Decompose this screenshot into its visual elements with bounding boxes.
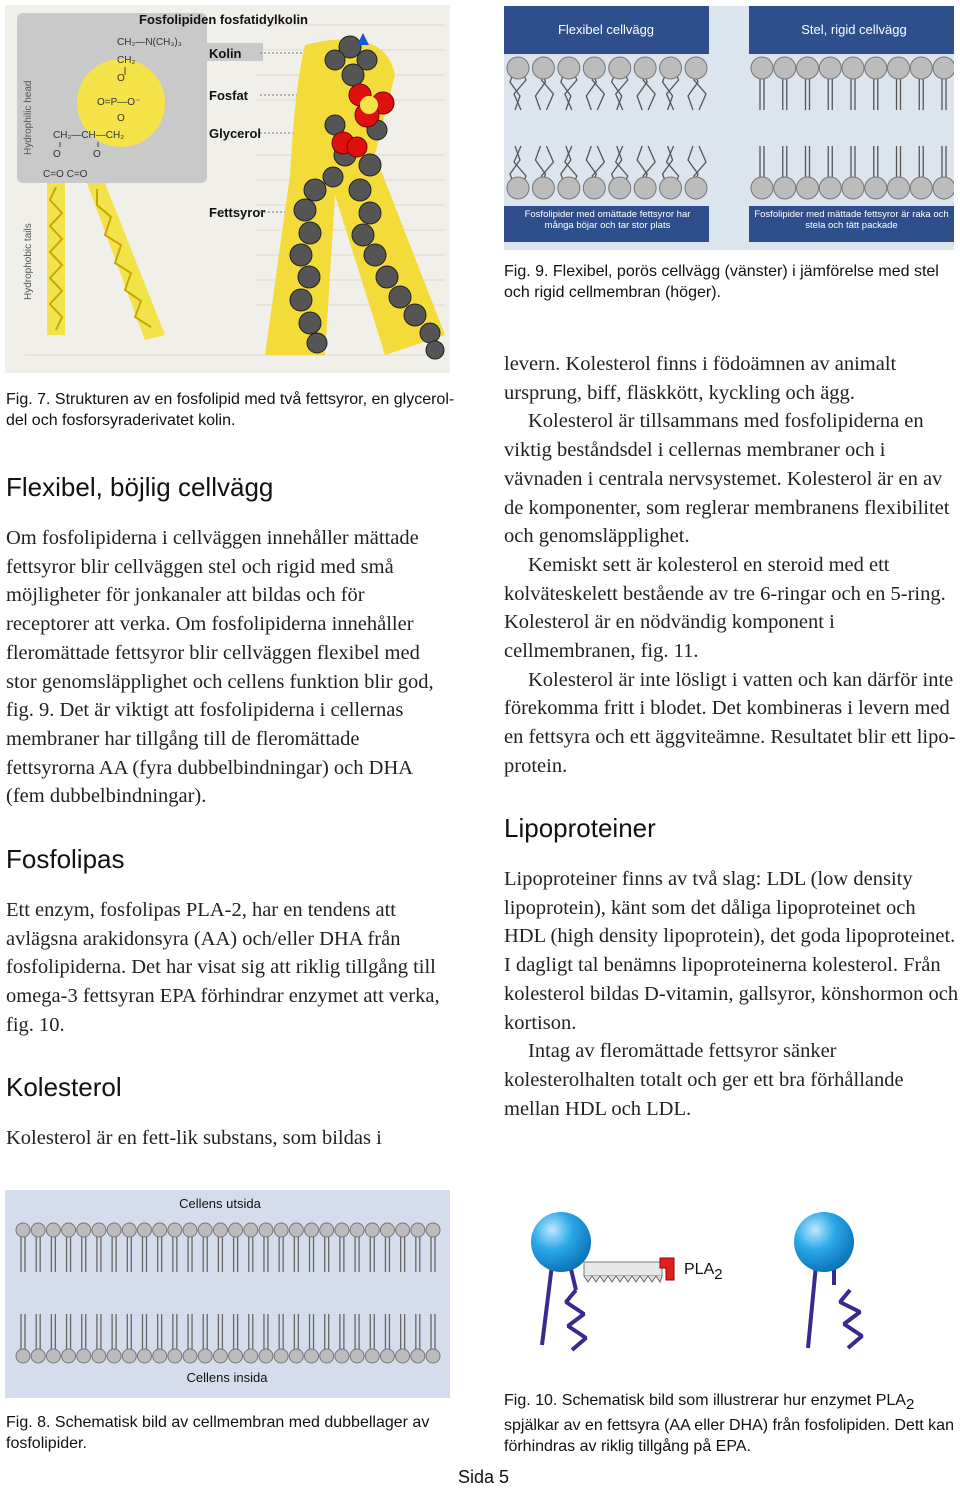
svg-text:O=P—O⁻: O=P—O⁻ (97, 97, 141, 108)
fig9-right-note: Fosfolipider med mättade fettsyror är raka och stela och tätt packade (754, 209, 949, 231)
label-glycerol: Glycerol (209, 126, 262, 141)
fig7-title: Fosfolipiden fosfatidylkolin (139, 12, 308, 27)
label-hydrophilic-head: Hydrophilic head (23, 80, 34, 155)
fig10-illustration (504, 1190, 954, 1375)
fig7-caption: Fig. 7. Strukturen av en fosfolipid med två fettsyror, en glycerol-del och fosforsyraderivatet kolin. (6, 391, 455, 429)
svg-text:O: O (117, 113, 125, 124)
fig8-illustration (5, 1190, 450, 1398)
heading-fosfolipas: Fosfolipas (6, 844, 125, 874)
right-column-text (504, 350, 960, 781)
right-paragraph-5: Lipoproteiner finns av två slag: LDL (low density lipoprotein), känt som det dåliga lipoproteinet och HDL (high density lipoprotein), det goda lipoproteinet. I dagligt tal benämns lipoproteinerna kolesterol. Från kolesterol bildas D-vitamin, gallsyror, könshormon och kortison. (504, 868, 959, 1034)
svg-text:O: O (93, 149, 101, 160)
fig9-caption: Fig. 9. Flexibel, porös cellvägg (vänster) i jämförelse med stel och rigid cellmembran (höger). (504, 263, 939, 301)
figure-8 (5, 1190, 450, 1398)
fig9-illustration (504, 6, 954, 250)
paragraph-fosfolipas (6, 896, 451, 1040)
paragraph-flexibel (6, 524, 451, 811)
figure-10 (504, 1190, 954, 1375)
page-number: Sida 5 (458, 1467, 510, 1487)
right-paragraph-1: levern. Kolesterol finns i födoämnen av animalt ursprung, biff, fläskkött, kyckling och ägg. (504, 353, 897, 404)
heading-flexibel-cellvagg: Flexibel, böjlig cellvägg (6, 472, 274, 502)
paragraph-fosfolipas-text: Ett enzym, fosfolipas PLA-2, har en tendens att avlägsna arakidonsyra (AA) och/eller DHA från fosfolipiderna. Det har visat sig att riklig tillgång till omega-3 fettsyran EPA förhindrar enzymet att verka, fig. 10. (6, 899, 440, 1036)
saw-icon (584, 1258, 674, 1282)
right-paragraph-2: Kolesterol är tillsammans med fosfolipiderna en viktig beståndsdel i cellernas membraner och i vävnaden i centrala nervsystemet. Kolesterol är en av de komponenter, som reglerar membranens flexibilitet och genomsläpplighet. (504, 410, 950, 548)
fig7-illustration (5, 5, 450, 373)
fig8-bottom-label: Cellens insida (186, 1370, 268, 1385)
paragraph-flexibel-text: Om fosfolipiderna i cellväggen innehåller mättade fettsyror blir cellväggen stel och rigid med små möjligheter för jonkanaler att bildas och för receptorer att verka. Om fosfolipiderna innehåller fleromättade fettsyror blir cellväggen flexibel med stor genomsläpplighet och cellens funktion blir god, fig. 9. Det är viktigt att fosfolipiderna i cellernas membraner har tillgång till de fleromättade fettsyrorna AA (fyra dubbelbindningar) och DHA (fem dubbelbindningar). (6, 527, 434, 808)
fig10-caption: Fig. 10. Schematisk bild som illustrerar hur enzymet $PLA_2$ spjälkar av en fettsyra (AA eller DHA) från fosfolipiden. Dett kan förhindras av riklig tillgång på EPA. (504, 1392, 954, 1456)
fig9-left-header: Flexibel cellvägg (557, 22, 655, 37)
heading-lipoproteiner: Lipoproteiner (504, 813, 656, 843)
svg-text:CH₂—CH—CH₂: CH₂—CH—CH₂ (53, 130, 125, 141)
fig10-lipid-before (531, 1212, 591, 1350)
svg-text:O: O (53, 149, 61, 160)
label-fosfat: Fosfat (209, 88, 248, 103)
label-fettsyror: Fettsyror (209, 205, 266, 220)
svg-text:O: O (117, 73, 125, 84)
label-kolin: Kolin (209, 46, 242, 61)
right-paragraph-3: Kemiskt sett är kolesterol en steroid med ett kolväteskelett bestående av tre 6-ringar och en 5-ring. Kolesterol är en nödvändig komponent i cellmembranen, fig. 11. (504, 553, 946, 663)
pla-label: PLA2 (684, 1261, 723, 1283)
right-paragraph-6: Intag av fleromättade fettsyror sänker kolesterolhalten totalt och ger ett bra förhållande mellan HDL och LDL. (504, 1040, 904, 1120)
fig10-lipid-after (794, 1212, 862, 1348)
heading-kolesterol: Kolesterol (6, 1072, 122, 1102)
right-column-text-2 (504, 865, 960, 1123)
svg-text:CH₂: CH₂ (117, 55, 136, 66)
label-hydrophobic-tails: Hydrophobic tails (23, 223, 34, 300)
fig9-left-note: Fosfolipider med omättade fettsyror har många böjar och tar stor plats (524, 209, 691, 231)
figure-9 (504, 6, 954, 250)
fig8-top-label: Cellens utsida (179, 1196, 261, 1211)
paragraph-kolesterol (6, 1124, 451, 1153)
figure-7 (5, 5, 450, 373)
right-paragraph-4: Kolesterol är inte lösligt i vatten och kan därför inte förekomma fritt i blodet. Det kombineras i levern med en fettsyra och ett äggviteämne. Resultatet blir ett lipo-protein. (504, 668, 956, 777)
fig8-caption: Fig. 8. Schematisk bild av cellmembran med dubbellager av fosfolipider. (6, 1414, 430, 1452)
svg-text:CH₂—N(CH₃)₃: CH₂—N(CH₃)₃ (117, 37, 182, 48)
paragraph-kolesterol-text: Kolesterol är en fett-lik substans, som bildas i (6, 1127, 382, 1149)
fig9-right-header: Stel, rigid cellvägg (801, 22, 907, 37)
svg-text:C=O C=O: C=O C=O (43, 169, 88, 180)
